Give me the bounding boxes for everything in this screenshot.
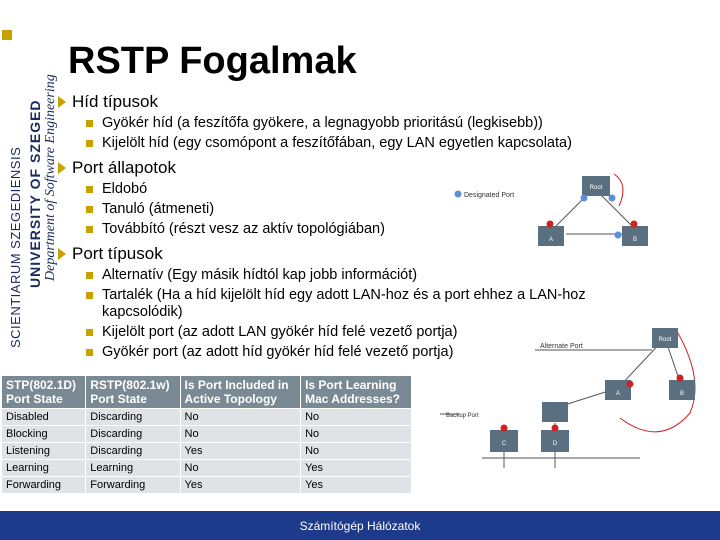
root-port-icon	[547, 221, 554, 228]
slide-title: RSTP Fogalmak	[68, 40, 357, 82]
switch-b-label: B	[679, 391, 685, 397]
table-cell: Forwarding	[2, 477, 86, 494]
footer-bar	[0, 511, 720, 540]
list-item: Gyökér híd (a feszítőfa gyökere, a legnagyobb prioritású (legkisebb))	[56, 115, 616, 132]
brand-department: Department of Software Engineering	[43, 74, 58, 281]
table-row	[2, 477, 412, 494]
port-marker-icon	[627, 381, 634, 388]
designated-port-legend: Designated Port	[464, 192, 515, 199]
brand-latin-motto: SCIENTIARUM SZEGEDIENSIS	[8, 146, 23, 348]
header-line: Is Port Learning	[305, 378, 397, 392]
table-cell: Listening	[2, 443, 86, 460]
alternate-port-legend: Alternate Port	[540, 343, 583, 350]
header-line: Active Topology	[184, 392, 277, 406]
table-cell: Discarding	[86, 443, 180, 460]
section-heading: Port típusok	[56, 244, 616, 264]
table-cell: Blocking	[2, 426, 86, 443]
table-cell: Disabled	[2, 409, 86, 426]
designated-port-icon	[581, 195, 588, 202]
table-row	[2, 443, 412, 460]
footer-text: Számítógép Hálózatok	[299, 519, 421, 533]
table-cell: Yes	[180, 443, 301, 460]
table-header-row	[2, 376, 412, 409]
table-cell: Yes	[301, 477, 412, 494]
header-line: RSTP(802.1w)	[90, 378, 170, 392]
table-cell: No	[301, 426, 412, 443]
table-cell: Yes	[180, 477, 301, 494]
list-item: Eldobó	[56, 181, 616, 198]
table-cell: No	[180, 409, 301, 426]
table-row	[2, 426, 412, 443]
table-cell: Discarding	[86, 426, 180, 443]
backup-port-legend: Backup Port	[446, 413, 479, 419]
table-cell: No	[301, 443, 412, 460]
list-item: Kijelölt híd (egy csomópont a feszítőfában, egy LAN egyetlen kapcsolata)	[56, 135, 616, 152]
designated-port-icon	[609, 195, 616, 202]
brand-university-name: UNIVERSITY OF SZEGED	[27, 99, 43, 288]
list-item: Alternatív (Egy másik hídtól kap jobb információt)	[56, 267, 616, 284]
designated-port-icon	[615, 232, 622, 239]
port-marker-icon	[501, 425, 508, 432]
list-item: Tanuló (átmeneti)	[56, 201, 616, 218]
port-types-diagram	[420, 318, 710, 468]
switch-b-icon	[669, 380, 695, 400]
designated-port-legend-icon	[455, 191, 462, 198]
header-line: Port State	[6, 392, 63, 406]
list-item: Továbbító (részt vesz az aktív topológiában)	[56, 221, 616, 238]
table-cell: Forwarding	[86, 477, 180, 494]
switch-d-label: D	[552, 441, 558, 447]
port-marker-icon	[552, 425, 559, 432]
table-cell: No	[180, 460, 301, 477]
section-heading: Híd típusok	[56, 92, 616, 112]
table-cell: No	[180, 426, 301, 443]
header-line: STP(802.1D)	[6, 378, 77, 392]
header-line: Is Port Included in	[184, 378, 289, 392]
table-cell: No	[301, 409, 412, 426]
root-label: Root	[589, 185, 603, 191]
switch-a-label: A	[615, 391, 621, 397]
root-port-icon	[631, 221, 638, 228]
switch-a-label: A	[548, 237, 554, 243]
path-arrow	[614, 174, 623, 206]
university-brand	[0, 0, 60, 350]
switch-b-icon	[622, 226, 648, 246]
list-item: Kijelölt port (az adott LAN gyökér híd felé vezető portja)	[56, 324, 616, 341]
table-cell: Learning	[86, 460, 180, 477]
column-header	[2, 376, 86, 409]
switch-b-label: B	[632, 237, 638, 243]
switch-root-lan-icon	[542, 402, 568, 422]
port-marker-icon	[677, 375, 684, 382]
list-item: Gyökér port (az adott híd gyökér híd felé vezető portja)	[56, 344, 616, 361]
switch-c-label: C	[501, 441, 507, 447]
column-header	[86, 376, 180, 409]
table-cell: Learning	[2, 460, 86, 477]
column-header	[180, 376, 301, 409]
header-line: Mac Addresses?	[305, 392, 401, 406]
root-label: Root	[658, 337, 672, 343]
table-row	[2, 409, 412, 426]
switch-a-icon	[538, 226, 564, 246]
table-row	[2, 460, 412, 477]
header-line: Port State	[90, 392, 147, 406]
section-bridge-types	[56, 92, 616, 152]
table-cell: Discarding	[86, 409, 180, 426]
port-state-table	[2, 376, 412, 493]
section-heading: Port állapotok	[56, 158, 616, 178]
designated-port-diagram	[454, 166, 674, 266]
column-header	[301, 376, 412, 409]
table-cell: Yes	[301, 460, 412, 477]
list-item: Tartalék (Ha a híd kijelölt híd egy adott LAN-hoz és a port ehhez a LAN-hoz kapcsolódik)	[56, 287, 616, 321]
